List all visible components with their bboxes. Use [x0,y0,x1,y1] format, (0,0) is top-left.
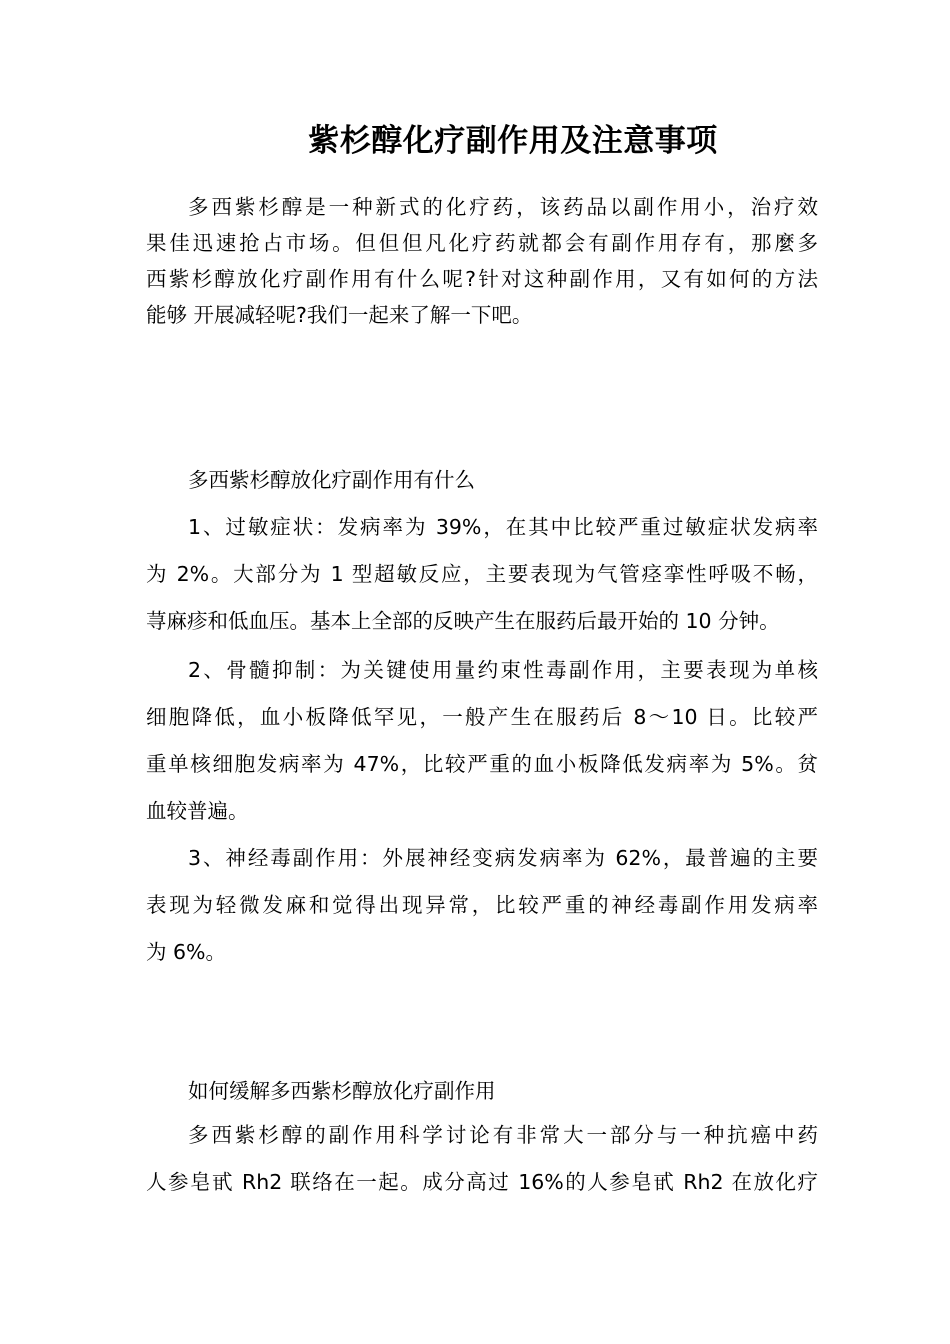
relief-line: 多西紫杉醇的副作用科学讨论有非常大一部分与一种抗癌中药 [188,1123,818,1147]
item-line: 2、骨髓抑制：为关键使用量约束性毒副作用，主要表现为单核 [188,658,818,682]
section-heading-relief [146,1073,818,1109]
intro-line: 果佳迅速抢占市场。但但但凡化疗药就都会有副作用存有，那麼多 [146,231,818,255]
item-allergy [146,509,818,639]
item-bone-marrow [146,652,818,829]
section-heading-side-effects [146,462,818,498]
intro-paragraph [146,189,818,333]
intro-line: 能够 开展减轻呢?我们一起来了解一下吧。 [146,303,533,327]
document-title: 紫杉醇化疗副作用及注意事项 [308,123,718,159]
intro-line: 多西紫杉醇是一种新式的化疗药，该药品以副作用小，治疗效 [188,195,818,219]
item-line: 为 2%。大部分为 1 型超敏反应，主要表现为气管痉挛性呼吸不畅， [146,562,818,586]
relief-paragraph [146,1117,818,1200]
item-line: 3、神经毒副作用：外展神经变病发病率为 62%，最普遍的主要 [188,846,818,870]
item-neurotoxicity [146,840,818,970]
item-line: 1、过敏症状：发病率为 39%，在其中比较严重过敏症状发病率 [188,515,818,539]
item-line: 荨麻疹和低血压。基本上全部的反映产生在服药后最开始的 10 分钟。 [146,609,780,633]
item-line: 表现为轻微发麻和觉得出现异常，比较严重的神经毒副作用发病率 [146,893,818,917]
section-heading-text: 多西紫杉醇放化疗副作用有什么 [188,468,475,492]
item-line: 血较普遍。 [146,799,249,823]
item-line: 细胞降低，血小板降低罕见，一般产生在服药后 8～10 日。比较严 [146,705,818,729]
relief-line: 人参皂甙 Rh2 联络在一起。成分高过 16%的人参皂甙 Rh2 在放化疗 [146,1170,818,1194]
intro-line: 西紫杉醇放化疗副作用有什么呢?针对这种副作用，又有如何的方法 [146,267,818,291]
item-line: 重单核细胞发病率为 47%，比较严重的血小板降低发病率为 5%。贫 [146,752,818,776]
section-heading-text: 如何缓解多西紫杉醇放化疗副作用 [188,1079,496,1103]
item-line: 为 6%。 [146,940,227,964]
